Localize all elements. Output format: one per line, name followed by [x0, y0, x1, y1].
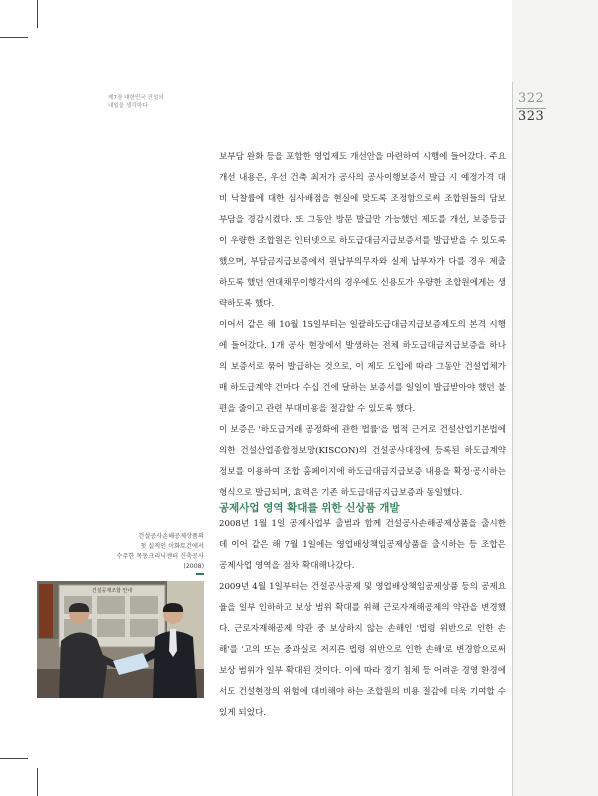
- crop-mark: [0, 758, 28, 759]
- paragraph: 이어서 같은 해 10월 15일부터는 일괄하도급대금지급보증제도의 본격 시행에 들어갔다. 1개 공사 현장에서 발생하는 전체 하도급대금지급보증을 하나의 보증서로 묶어 발급하는 것으로, 이 제도 도입에 따라 그동안 건설업체가 매 하도급계약 건마다 수십 건에 달하는 보증서를 일일이 발급받아야 했던 불편을 줄이고 관련 부대비용을 절감할 수 있도록 했다.: [219, 320, 506, 414]
- photo-caption: [108, 532, 204, 572]
- caption-line: 첫 실적인 이화토건에서: [140, 543, 204, 550]
- paragraph: 2009년 4월 1일부터는 건설공사공제 및 영업배상책임공제상품 등의 공제요율을 일부 인하하고 보상 범위 확대를 위해 근로자재해공제의 약관을 변경했다. 근로자재해공제 약관 중 보상하지 않는 손해인 '법령 위반으로 인한 손해'를 '고의 또는 중과실로 저지른 법령 위반으로 인한 손해'로 변경함으로써 보상 범위가 일부 확대된 것이다. 이에 따라 경기 침체 등 어려운 경영 환경에서도 건설현장의 위험에 대비해야 하는 조합원의 비용 절감에 더욱 기여할 수 있게 되었다.: [219, 582, 506, 718]
- paragraph: 보부담 완화 등을 포함한 영업제도 개선안을 마련하여 시행에 들어갔다. 주요 개선 내용은, 우선 건축 최저가 공사의 공사이행보증서 발급 시 예정가격 대비 낙찰률에 대한 심사배점을 현실에 맞도록 조정함으로써 조합원들의 담보 부담을 경감시켰다. 또 그동안 방문 발급만 가능했던 제도를 개선, 보증등급이 우량한 조합원은 인터넷으로 하도급대금지급보증서를 발급받을 수 있도록 했으며, 부담금지급보증에서 원납부의무자와 실제 납부자가 다를 경우 제출하도록 했던 연대채무이행각서의 경우에도 신용도가 우량한 조합원에게는 생략하도록 했다.: [219, 152, 506, 309]
- paragraph: 이 보증은 '하도급거래 공정화에 관한 법률'을 법적 근거로 건설산업기본법에 의한 건설산업종합정보망(KISCON)의 건설공사대장에 등록된 하도급계약 정보를 이용하여 조합 홈페이지에 하도급대금지급보증 내용을 확정·공시하는 형식으로 발급되며, 효력은 기존 하도급대금지급보증과 동일했다.: [219, 425, 506, 498]
- crop-mark: [0, 37, 28, 38]
- crop-mark: [37, 768, 38, 796]
- ceremony-photo: [37, 581, 204, 698]
- chapter-title-line: 내일을 생각하다: [108, 103, 148, 109]
- caption-line: 건설공사손해공제상품의: [138, 533, 204, 540]
- section-heading: 공제사업 영역 확대를 위한 신상품 개발: [219, 502, 400, 514]
- photo-illustration: [37, 581, 204, 698]
- caption-line: (2008): [183, 563, 204, 570]
- margin-rule: [512, 82, 513, 796]
- crop-mark: [37, 0, 38, 28]
- page-number-right: 323: [518, 109, 545, 124]
- caption-line: 수주한 목동크리닉센터 신축공사: [116, 553, 204, 560]
- body-text-top: [219, 147, 506, 504]
- caption-marker: [196, 573, 204, 575]
- page-number-left: 322: [518, 91, 545, 106]
- paragraph: 2008년 1월 1일 공제사업부 출범과 함께 건설공사손해공제상품을 출시한 데 이어 같은 해 7월 1일에는 영업배상책임공제상품을 출시하는 등 조합은 공제사업 영역을 점차 확대해나갔다.: [219, 519, 506, 571]
- chapter-title: [108, 94, 164, 110]
- chapter-title-line: 제7장 대한민국 건설의: [108, 95, 164, 101]
- body-text-section: [219, 514, 506, 724]
- board-title: 건설공제조합 안내: [91, 588, 133, 594]
